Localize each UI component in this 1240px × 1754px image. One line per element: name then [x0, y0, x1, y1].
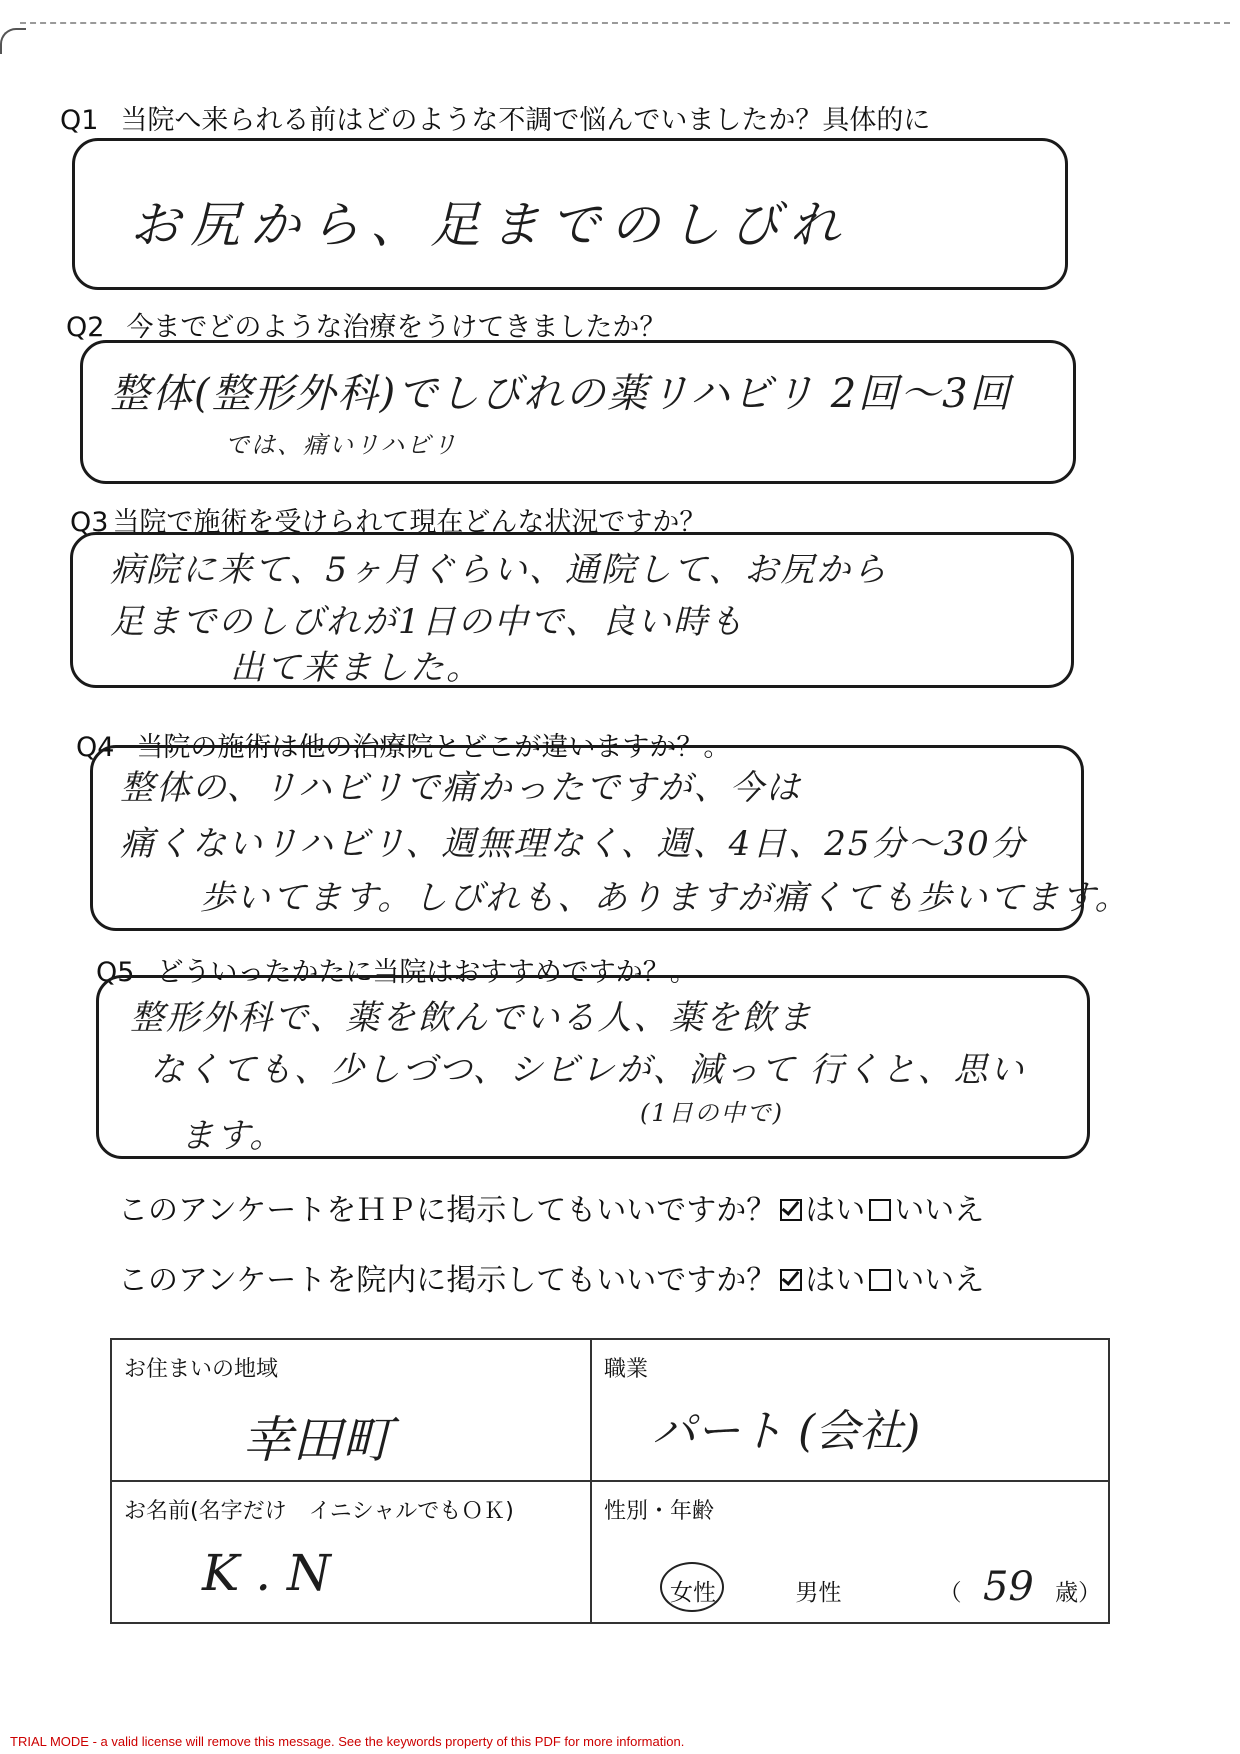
female-label: 女性	[670, 1580, 716, 1606]
gender-age-label: 性別・年齢	[604, 1499, 715, 1524]
consent-hp-no-label: いいえ	[894, 1193, 985, 1228]
answer-3-line-2: 足までのしびれが1日の中で、良い時も	[110, 602, 745, 642]
answer-5-line-2: なくても、少しづつ、シビレが、減って 行くと、思い	[150, 1050, 1026, 1090]
question-2	[66, 305, 666, 344]
gender-age-row	[670, 1564, 1101, 1610]
top-cut-line	[20, 22, 1230, 24]
answer-3-line-3: 出て来ました。	[230, 648, 482, 688]
answer-5-line-3: ます。	[180, 1116, 286, 1156]
job-cell	[591, 1339, 1109, 1481]
question-text: 今までどのような治療をうけてきましたか？	[126, 312, 667, 343]
answer-5-line-1: 整形外科で、薬を飲んでいる人、薬を飲ま	[130, 998, 814, 1038]
name-cell	[111, 1481, 591, 1623]
consent-clinic-yes-checkbox[interactable]	[780, 1269, 802, 1291]
job-label: 職業	[604, 1357, 649, 1382]
question-number: Q2	[66, 312, 105, 343]
area-value: 幸田町	[242, 1411, 392, 1469]
age-value: 59	[982, 1564, 1034, 1610]
question-text: 当院へ来られる前はどのような不調で悩んでいましたか？具体的に	[120, 105, 931, 136]
gender-age-cell	[591, 1481, 1109, 1623]
consent-hp-question: このアンケートをＨＰに掲示してもいいですか？	[118, 1193, 777, 1228]
age-open: （	[938, 1580, 962, 1606]
answer-2-line-1: 整体(整形外科)でしびれの薬リハビリ 2回〜3回	[110, 371, 1012, 417]
answer-4-line-1: 整体の、リハビリで痛かったですが、今は	[120, 768, 802, 808]
consent-hp	[118, 1185, 984, 1229]
question-number: Q1	[60, 105, 99, 136]
question-number: Q4	[76, 732, 115, 763]
age-close: 歳）	[1055, 1580, 1102, 1606]
consent-clinic-yes-label: はい	[805, 1263, 866, 1298]
consent-clinic	[118, 1255, 984, 1299]
question-number: Q3	[70, 507, 109, 538]
job-value: パート (会社)	[652, 1406, 921, 1457]
name-value: K . N	[202, 1544, 331, 1602]
answer-4-line-2: 痛くないリハビリ、週無理なく、週、4日、25分〜30分	[120, 824, 1027, 864]
question-text: 当院で施術を受けられて現在どんな状況ですか？	[112, 507, 707, 538]
answer-3-line-1: 病院に来て、5ヶ月ぐらい、通院して、お尻から	[110, 550, 889, 590]
answer-2-line-2: では、痛いリハビリ	[225, 431, 459, 459]
name-label: お名前(名字だけ イニシャルでもＯＫ)	[124, 1499, 514, 1524]
question-1	[60, 98, 930, 137]
area-label: お住まいの地域	[124, 1357, 279, 1382]
consent-hp-yes-checkbox[interactable]	[780, 1199, 802, 1221]
answer-1-line-1: お尻から、足までのしびれ	[130, 196, 850, 254]
consent-clinic-question: このアンケートを院内に掲示してもいいですか？	[118, 1263, 777, 1298]
question-number: Q5	[96, 957, 135, 988]
page-corner	[0, 28, 26, 54]
female-option[interactable]	[670, 1574, 716, 1607]
consent-clinic-no-checkbox[interactable]	[869, 1269, 891, 1291]
male-label[interactable]: 男性	[795, 1580, 842, 1606]
consent-hp-yes-label: はい	[805, 1193, 866, 1228]
answer-5-note: (1日の中で)	[640, 1099, 784, 1127]
info-table	[110, 1338, 1110, 1624]
female-selected-circle	[660, 1562, 724, 1612]
answer-4-line-3: 歩いてます。しびれも、ありますが痛くても歩いてます。	[200, 878, 1131, 918]
question-text: 当院の施術は他の治療院とどこが違いますか？。	[136, 732, 731, 763]
area-cell	[111, 1339, 591, 1481]
trial-mode-notice: TRIAL MODE - a valid license will remove this message. See the keywords property of this PDF for more information.	[10, 1734, 685, 1749]
consent-hp-no-checkbox[interactable]	[869, 1199, 891, 1221]
consent-clinic-no-label: いいえ	[894, 1263, 985, 1298]
question-text: どういったかたに当院はおすすめですか？。	[156, 957, 697, 988]
